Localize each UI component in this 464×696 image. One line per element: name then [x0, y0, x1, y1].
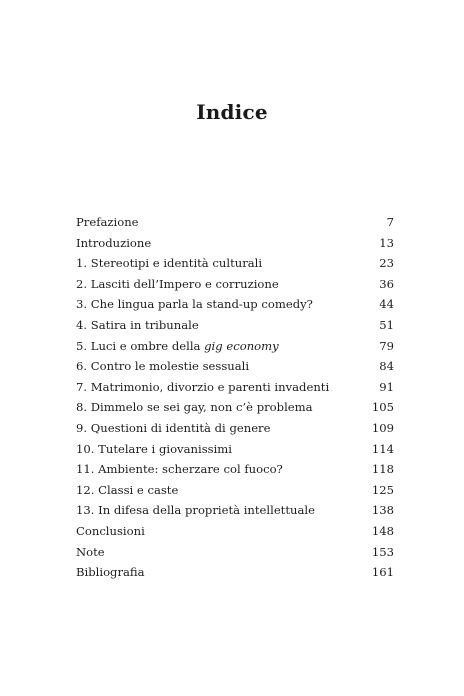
- toc-entry-label: 5. Luci e ombre della gig economy: [76, 338, 279, 353]
- toc-entry: [76, 274, 394, 295]
- toc-entry-page: 118: [371, 462, 394, 477]
- toc-entry: [76, 336, 394, 357]
- toc-entry-label: 10. Tutelare i giovanissimi: [76, 441, 233, 456]
- toc-entry-page: 36: [379, 276, 394, 291]
- toc-entry-page: 13: [379, 235, 394, 250]
- toc-entry: [76, 397, 394, 418]
- toc-entry-page: 114: [371, 441, 394, 456]
- toc-entry-label: 4. Satira in tribunale: [76, 317, 199, 332]
- toc-entry-label: 3. Che lingua parla la stand-up comedy?: [76, 297, 313, 312]
- toc-entry-label: 13. In difesa della proprietà intellettuale: [76, 503, 315, 518]
- toc-entry: [76, 418, 394, 439]
- toc-entry-page: 7: [386, 215, 394, 229]
- toc-entry-label: Bibliografia: [76, 565, 145, 580]
- toc-entry-label: Note: [76, 544, 105, 559]
- toc-entry-label: 2. Lasciti dell’Impero e corruzione: [76, 276, 279, 291]
- toc-entry: [76, 500, 394, 521]
- toc-entry-page: 105: [371, 400, 394, 415]
- toc-entry-label: Prefazione: [76, 215, 139, 229]
- toc-entry: [76, 542, 394, 563]
- toc-entry-page: 23: [379, 256, 394, 271]
- toc-entry-label: 8. Dimmelo se sei gay, non c’è problema: [76, 400, 313, 415]
- toc-entry-label: 11. Ambiente: scherzare col fuoco?: [76, 462, 283, 477]
- toc-entry: [76, 233, 394, 254]
- toc-entry: [76, 212, 394, 233]
- toc-entry-label: 9. Questioni di identità di genere: [76, 420, 271, 435]
- toc-entry-page: 84: [379, 359, 394, 374]
- toc-entry: [76, 562, 394, 583]
- toc-entry-page: 138: [371, 503, 394, 518]
- toc-entry: [76, 377, 394, 398]
- toc-entry: [76, 253, 394, 274]
- toc-entry-page: 51: [379, 317, 394, 332]
- toc-entry-label: Introduzione: [76, 235, 152, 250]
- toc-entry-page: 91: [379, 379, 394, 394]
- toc-entry-page: 44: [379, 297, 394, 312]
- table-of-contents: [76, 212, 394, 583]
- toc-entry-label: 1. Stereotipi e identità culturali: [76, 256, 263, 271]
- toc-entry: [76, 439, 394, 460]
- toc-entry-page: 109: [371, 420, 394, 435]
- toc-entry-page: 125: [371, 482, 394, 497]
- toc-entry: [76, 480, 394, 501]
- toc-entry: [76, 459, 394, 480]
- page-title: Indice: [196, 100, 268, 124]
- toc-entry-page: 148: [371, 523, 394, 538]
- toc-entry: [76, 315, 394, 336]
- toc-entry: [76, 521, 394, 542]
- toc-entry-label: 7. Matrimonio, divorzio e parenti invadenti: [76, 379, 330, 394]
- toc-entry-page: 161: [371, 565, 394, 580]
- toc-entry-page: 79: [379, 338, 394, 353]
- toc-entry: [76, 294, 394, 315]
- toc-entry-label: 12. Classi e caste: [76, 482, 179, 497]
- toc-entry: [76, 356, 394, 377]
- toc-entry-label: 6. Contro le molestie sessuali: [76, 359, 250, 374]
- toc-entry-label: Conclusioni: [76, 523, 145, 538]
- toc-entry-page: 153: [371, 544, 394, 559]
